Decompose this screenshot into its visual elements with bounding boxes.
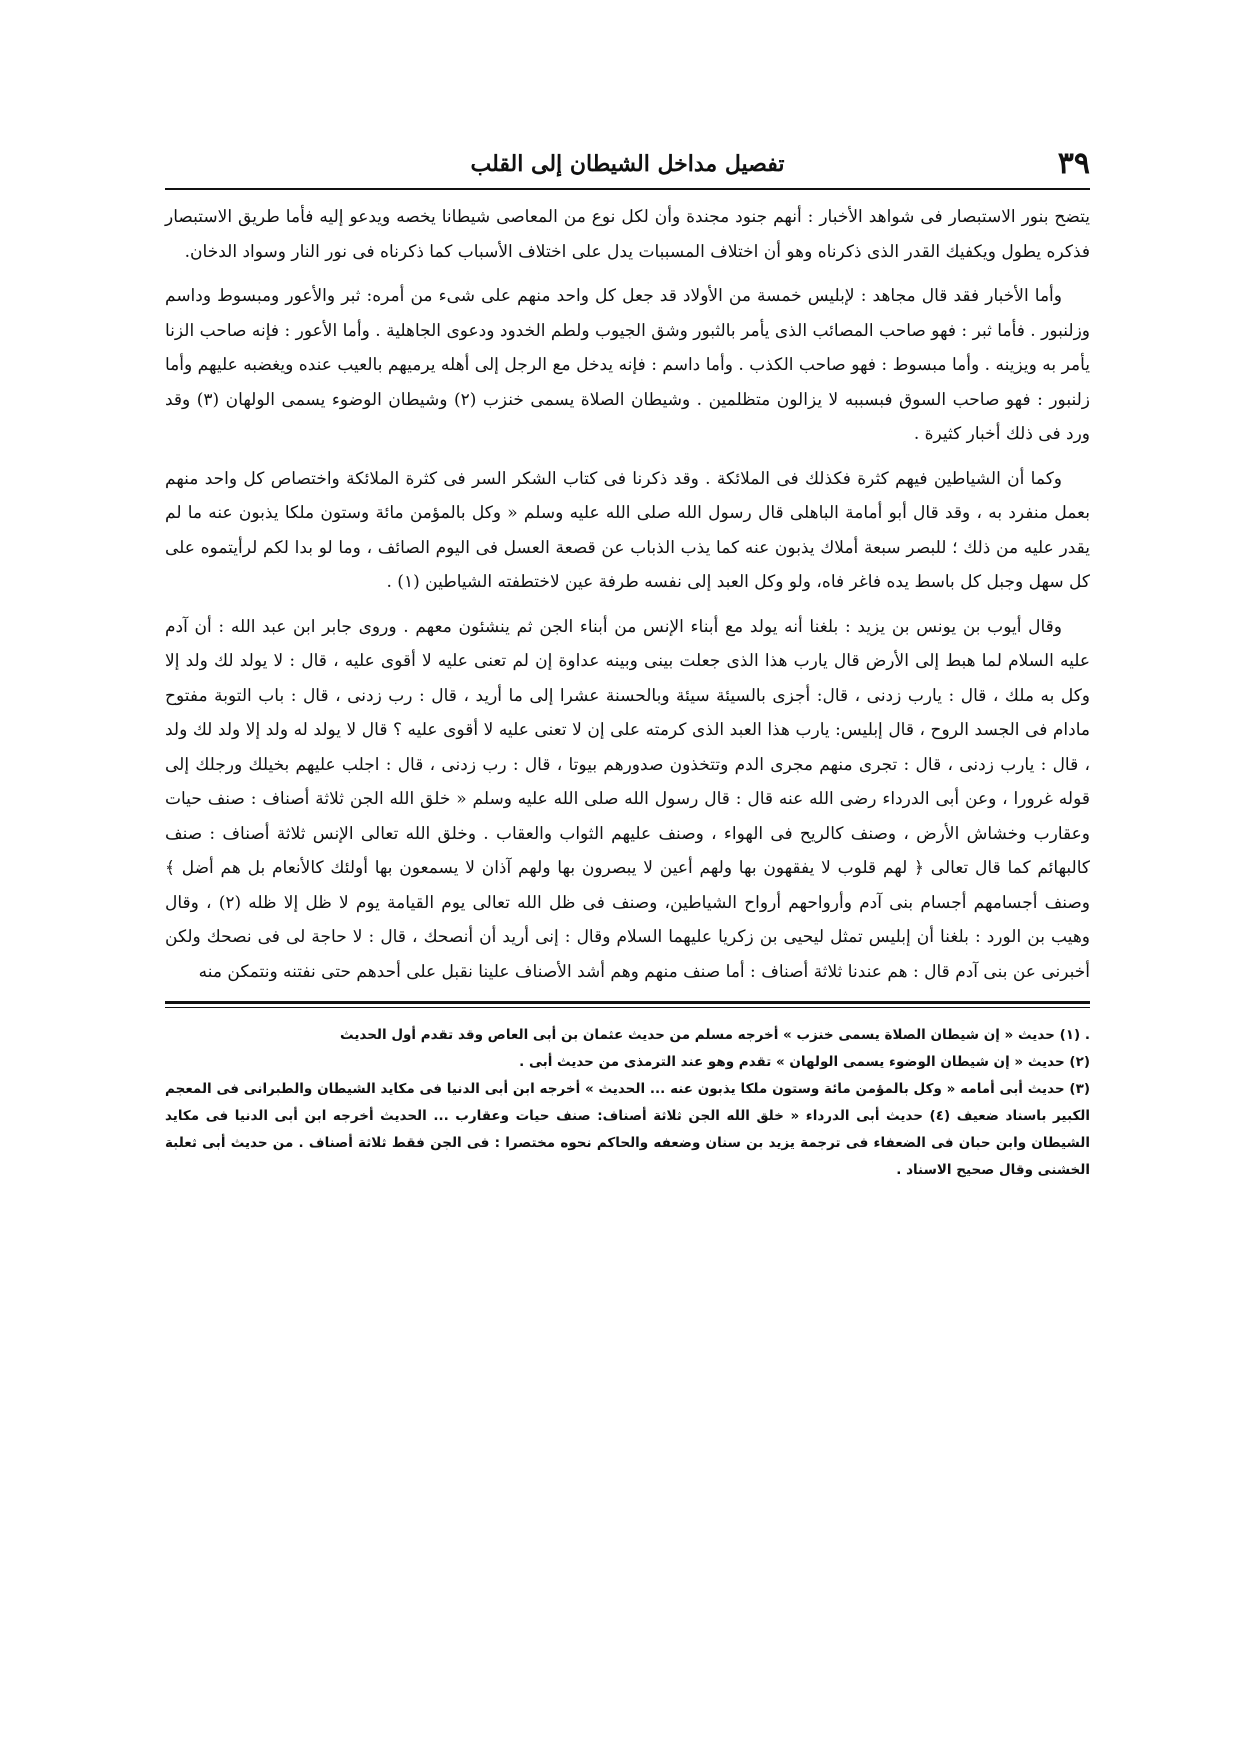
page-number: ٣٩: [1057, 146, 1090, 181]
paragraph-2: وأما الأخبار فقد قال مجاهد : لإبليس خمسة من الأولاد قد جعل كل واحد منهم على شىء من أمره: ثبر والأعور ومبسوط وداسم وزلنبور . فأما ثبر : فهو صاحب المصائب الذى يأمر بالثبور وشق الجيوب ولطم الخدود ودعوى الجاهلية . وأما الأعور : فإنه صاحب الزنا يأمر به ويزينه . وأما مبسوط : فهو صاحب الكذب . وأما داسم : فإنه يدخل مع الرجل إلى أهله يرميهم بالعيب عنده ويغضبه عليهم وأما زلنبور : فهو صاحب السوق فبسببه لا يزالون متظلمين . وشيطان الصلاة يسمى خنزب (٢) وشيطان الوضوء يسمى الولهان (٣) وقد ورد فى ذلك أخبار كثيرة .: [165, 286, 1090, 444]
page-header: [165, 140, 1090, 190]
footnote-2: (٢) حديث « إن شيطان الوضوء يسمى الولهان » تقدم وهو عند الترمذى من حديث أبى .: [519, 1054, 1090, 1070]
book-page: [165, 140, 1090, 1700]
footnote-3: (٣) حديث أبى أمامه « وكل بالمؤمن مائة وستون ملكا يذبون عنه ... الحديث » أخرجه ابن أبى الدنيا فى مكايد الشيطان والطبرانى فى المعجم الكبير باسناد ضعيف (٤) حديث أبى الدرداء « خلق الله الجن ثلاثة أصناف: صنف حيات وعقارب ... الحديث أخرجه ابن أبى الدنيا فى مكايد الشيطان وابن حبان فى الضعفاء فى ترجمة يزيد بن سنان وضعفه والحاكم نحوه مختصرا : فى الجن فقط ثلاثة أصناف . من حديث أبى ثعلبة الخشنى وقال صحيح الاسناد .: [165, 1081, 1090, 1178]
paragraph-4: وقال أيوب بن يونس بن يزيد : بلغنا أنه يولد مع أبناء الإنس من أبناء الجن ثم ينشئون معهم . وروى جابر ابن عبد الله : أن آدم عليه السلام لما هبط إلى الأرض قال يارب هذا الذى جعلت بينى وبينه عداوة إن لم تعنى عليه لا أقوى عليه ، قال : لا يولد لك ولد إلا وكل به ملك ، قال : يارب زدنى ، قال: أجزى بالسيئة سيئة وبالحسنة عشرا إلى ما أريد ، قال : رب زدنى ، قال : باب التوبة مفتوح مادام فى الجسد الروح ، قال إبليس: يارب هذا العبد الذى كرمته على إن لا تعنى عليه لا أقوى عليه ؟ قال لا يولد له ولد إلا ولد لك ولد ، قال : يارب زدنى ، قال : تجرى منهم مجرى الدم وتتخذون صدورهم بيوتا ، قال : رب زدنى ، قال : اجلب عليهم بخيلك ورجلك إلى قوله غرورا ، وعن أبى الدرداء رضى الله عنه قال : قال رسول الله صلى الله عليه وسلم « خلق الله الجن ثلاثة أصناف : صنف حيات وعقارب وخشاش الأرض ، وصنف كالريح فى الهواء ، وصنف عليهم الثواب والعقاب . وخلق الله تعالى الإنس ثلاثة أصناف : صنف كالبهائم كما قال تعالى ﴿ لهم قلوب لا يفقهون بها ولهم أعين لا يبصرون بها ولهم آذان لا يسمعون بها أولئك كالأنعام بل هم أضل ﴾ وصنف أجسامهم أجسام بنى آدم وأرواحهم أرواح الشياطين، وصنف فى ظل الله تعالى يوم القيامة يوم لا ظل إلا ظله (٢) ، وقال وهيب بن الورد : بلغنا أن إبليس تمثل ليحيى بن زكريا عليهما السلام وقال : إنى أريد أن أنصحك ، قال : لا حاجة لى فى نصحك ولكن أخبرنى عن بنى آدم قال : هم عندنا ثلاثة أصناف : أما صنف منهم وهم أشد الأصناف علينا نقبل على أحدهم حتى نفتنه ونتمكن منه: [165, 616, 1091, 982]
footnotes: [165, 1022, 1090, 1184]
footnote-1: . (١) حديث « إن شيطان الصلاة يسمى خنزب » أخرجه مسلم من حديث عثمان بن أبى العاص وقد تقدم أول الحديث: [340, 1027, 1090, 1043]
paragraph-3: وكما أن الشياطين فيهم كثرة فكذلك فى الملائكة . وقد ذكرنا فى كتاب الشكر السر فى كثرة الملائكة واختصاص كل واحد منهم بعمل منفرد به ، وقد قال أبو أمامة الباهلى قال رسول الله صلى الله عليه وسلم « وكل بالمؤمن مائة وستون ملكا يذبون عنه ما لم يقدر عليه من ذلك ؛ للبصر سبعة أملاك يذبون عنه كما يذب الذباب عن قصعة العسل فى اليوم الصائف ، وما لو بدا لكم لرأيتموه على كل سهل وجبل كل باسط يده فاغر فاه، ولو وكل العبد إلى نفسه طرفة عين لاختطفته الشياطين (١) .: [165, 468, 1090, 592]
main-text: [165, 200, 1090, 989]
footnote-divider: [165, 1001, 1090, 1008]
paragraph-1: يتضح بنور الاستبصار فى شواهد الأخبار : أنهم جنود مجندة وأن لكل نوع من المعاصى شيطانا يخصه ويدعو إليه فأما طريق الاستبصار فذكره يطول ويكفيك القدر الذى ذكرناه وهو أن اختلاف المسببات يدل على اختلاف الأسباب كما ذكرناه فى نور النار وسواد الدخان.: [165, 207, 1090, 262]
running-title: تفصيل مداخل الشيطان إلى القلب: [470, 151, 785, 177]
